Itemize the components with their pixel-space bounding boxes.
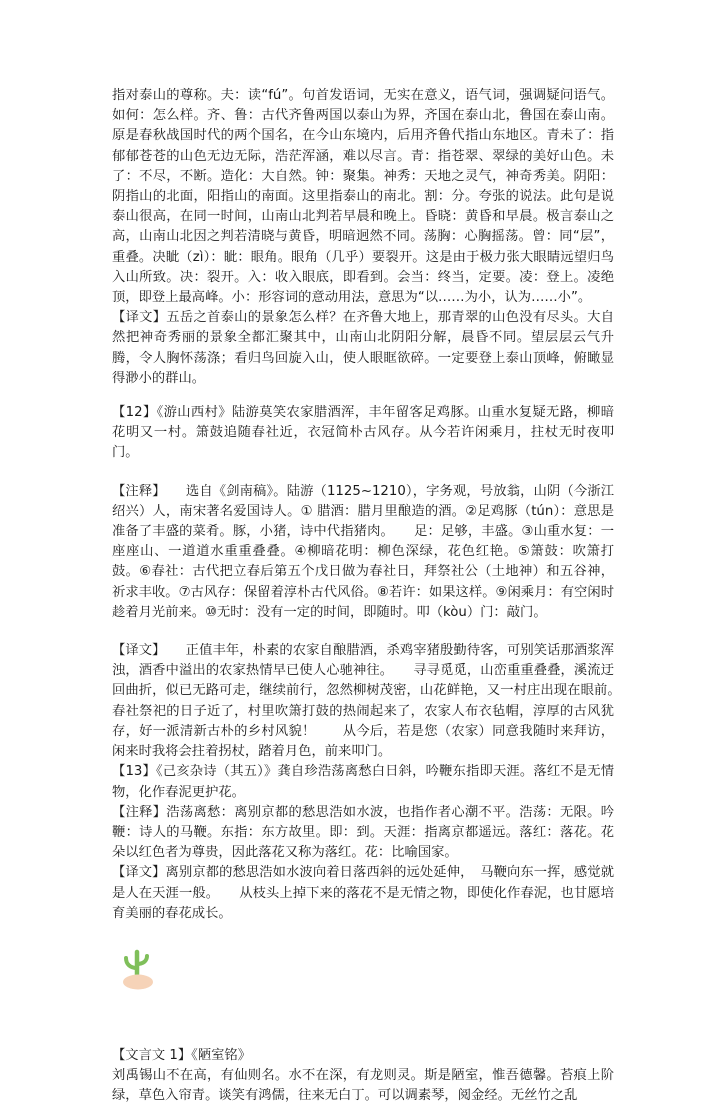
- decoration-area: [112, 924, 614, 1046]
- wenyan1-heading: 【文言文 1】《陋室铭》: [112, 1047, 252, 1063]
- poem13-notes: 【注释】浩荡离愁：离别京都的愁思浩如水波，也指作者心潮不平。浩荡：无限。吟鞭：诗人的马鞭。东指：东方故里。即：到。天涯：指离京都遥远。落红：落花。花朵以红色者为尊贵，因此落花又称为落红。花：比喻国家。: [112, 804, 614, 861]
- taishan-translation: 【译文】五岳之首泰山的景象怎么样？在齐鲁大地上，那青翠的山色没有尽头。大自然把神奇秀丽的景象全都汇聚其中，山南山北阴阳分解，晨昏不同。望层层云气升腾，令人胸怀荡涤；看归鸟回旋入山，使人眼眶欲碎。一定要登上泰山顶峰，俯瞰显得渺小的群山。: [112, 310, 614, 386]
- document-content: [112, 86, 641, 1107]
- poem13-translation: 【译文】离别京都的愁思浩如水波向着日落西斜的远处延伸， 马鞭向东一挥，感觉就是人在天涯一般。 从枝头上掉下来的落花不是无情之物，即使化作春泥，也甘愿培育美丽的春花成长。: [112, 865, 614, 921]
- poem13-text: 【13】《己亥杂诗（其五）》龚自珍浩荡离愁白日斜，吟鞭东指即天涯。落红不是无情物，化作春泥更护花。: [112, 764, 614, 800]
- poem12-notes: 【注释】 选自《剑南稿》。陆游（1125~1210），字务观，号放翁，山阴（今浙江绍兴）人，南宋著名爱国诗人。① 腊酒：腊月里酿造的酒。②足鸡豚（tún）：意思是准备了丰盛的菜肴。豚，小猪，诗中代指猪肉。 足：足够，丰盛。③山重水复：一座座山、一道道水重重叠叠。④柳暗花明：柳色深绿，花色红艳。⑤箫鼓：吹箫打鼓。⑥春社：古代把立春后第五个戊日做为春社日，拜祭社公（土地神）和五谷神，祈求丰收。⑦古风存：保留着淳朴古代风俗。⑧若许：如果这样。⑨闲乘月：有空闲时趁着月光前来。⑩无时：没有一定的时间，即随时。叩（kòu）门：敲门。: [112, 483, 614, 620]
- taishan-notes: 指对泰山的尊称。夫：读“fú”。句首发语词，无实在意义，语气词，强调疑问语气。如何：怎么样。齐、鲁：古代齐鲁两国以泰山为界，齐国在泰山北，鲁国在泰山南。原是春秋战国时代的两个国名，在今山东境内，后用齐鲁代指山东地区。青未了：指郁郁苍苍的山色无边无际，浩茫浑涵，难以尽言。青：指苍翠、翠绿的美好山色。未了：不尽，不断。造化：大自然。钟：聚集。神秀：天地之灵气，神奇秀美。阴阳：阴指山的北面，阳指山的南面。这里指泰山的南北。割：分。夸张的说法。此句是说泰山很高，在同一时间，山南山北判若早晨和晚上。昏晓：黄昏和早晨。极言泰山之高，山南山北因之判若清晓与黄昏，明暗迥然不同。荡胸：心胸摇荡。曾：同“层”，重叠。决眦（zì）：眦：眼角。眼角（几乎）要裂开。这是由于极力张大眼睛远望归鸟入山所致。决：裂开。入：收入眼底，即看到。会当：终当，定要。凌：登上。凌绝顶，即登上最高峰。小：形容词的意动用法，意思为“以……为小，认为……小”。: [112, 88, 614, 306]
- wenyan1-text: 刘禹锡山不在高，有仙则名。水不在深，有龙则灵。斯是陋室，惟吾德馨。苔痕上阶绿，草色入帘青。谈笑有鸿儒，往来无白丁。可以调素琴，阅金经。无丝竹之乱: [112, 1068, 614, 1104]
- poem12-translation: 【译文】 正值丰年，朴素的农家自酿腊酒，杀鸡宰猪殷勤待客，可别笑话那酒浆浑浊，酒香中溢出的农家热情早已使人心驰神往。 寻寻觅觅，山峦重重叠叠，溪流迂回曲折，似已无路可走，继续前行，忽然柳树茂密，山花鲜艳，又一村庄出现在眼前。 春社祭祀的日子近了，村里吹箫打鼓的热闹起来了，农家人布衣毡帽，淳厚的古风犹存，好一派清新古朴的乡村风貌！ 从今后，若是您（农家）同意我随时来拜访，闲来时我将会拄着拐杖，踏着月色，前来叩门。: [112, 643, 641, 760]
- poem12-text: 【12】《游山西村》陆游莫笑农家腊酒浑，丰年留客足鸡豚。山重水复疑无路，柳暗花明又一村。箫鼓追随春社近，衣冠简朴古风存。从今若许闲乘月，拄杖无时夜叩门。: [112, 405, 614, 461]
- potted-plant-icon: [118, 946, 158, 990]
